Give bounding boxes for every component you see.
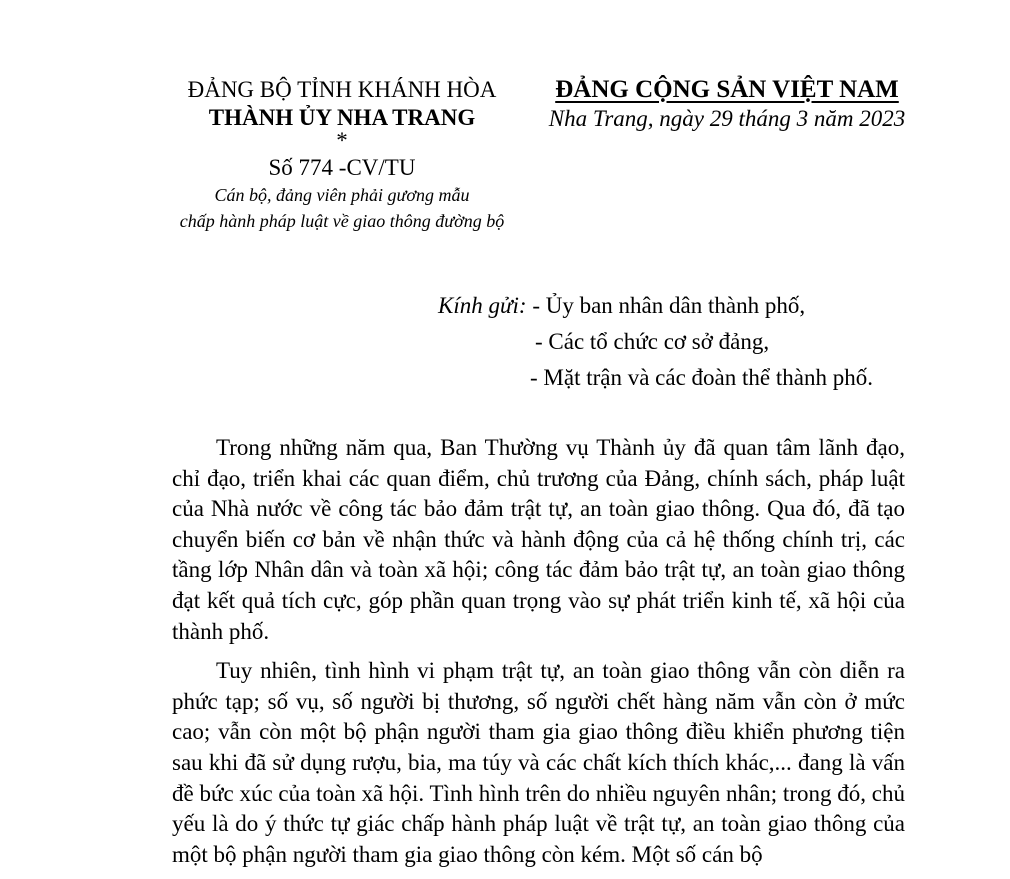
document-number: Số 774 -CV/TU: [268, 155, 416, 180]
recipient-item: - Các tổ chức cơ sở đảng,: [535, 329, 770, 354]
recipient-row-3: [438, 360, 873, 396]
recipient-row-2: [438, 324, 873, 360]
recipient-item: - Ủy ban nhân dân thành phố,: [526, 293, 806, 318]
body-paragraph-2: Tuy nhiên, tình hình vi phạm trật tự, an toàn giao thông vẫn còn diễn ra phức tạp; số vụ, số người bị thương, số người chết hàng năm vẫn còn ở mức cao; vẫn còn một bộ phận người tham gia giao thông điều khiển phương tiện sau khi đã sử dụng rượu, bia, ma túy và các chất kích thích khác,... đang là vấn đề bức xúc của toàn xã hội. Tình hình trên do nhiều nguyên nhân; trong đó, chủ yếu là do ý thức tự giác chấp hành pháp luật về trật tự, an toàn giao thông của một bộ phận người tham gia giao thông còn kém. Một số cán bộ: [172, 658, 905, 867]
recipient-row-1: [438, 288, 873, 324]
provincial-committee: ĐẢNG BỘ TỈNH KHÁNH HÒA: [187, 77, 497, 102]
letter-body: [172, 433, 905, 879]
recipients-block: [438, 288, 873, 396]
recipient-item: - Mặt trận và các đoàn thể thành phố.: [530, 365, 873, 390]
separator-star: *: [336, 128, 348, 153]
national-header-block: [538, 76, 916, 134]
body-paragraph-1: Trong những năm qua, Ban Thường vụ Thành ủy đã quan tâm lãnh đạo, chỉ đạo, triển khai các quan điểm, chủ trương của Đảng, chính sách, pháp luật của Nhà nước về công tác bảo đảm trật tự, an toàn giao thông. Qua đó, đã tạo chuyển biến cơ bản về nhận thức và hành động của cả hệ thống chính trị, các tầng lớp Nhân dân và toàn xã hội; công tác đảm bảo trật tự, an toàn giao thông đạt kết quả tích cực, góp phần quan trọng vào sự phát triển kinh tế, xã hội của thành phố.: [172, 435, 905, 644]
subject-line-1: Cán bộ, đảng viên phải gương mẫu: [214, 185, 470, 205]
issuer-block: [168, 76, 516, 234]
party-name: ĐẢNG CỘNG SẢN VIỆT NAM: [555, 76, 899, 103]
subject-line-2: chấp hành pháp luật về giao thông đường bộ: [179, 211, 505, 231]
city-committee: THÀNH ỦY NHA TRANG: [208, 105, 476, 130]
place-date: Nha Trang, ngày 29 tháng 3 năm 2023: [548, 106, 906, 131]
recipients-lead: Kính gửi:: [438, 293, 527, 318]
